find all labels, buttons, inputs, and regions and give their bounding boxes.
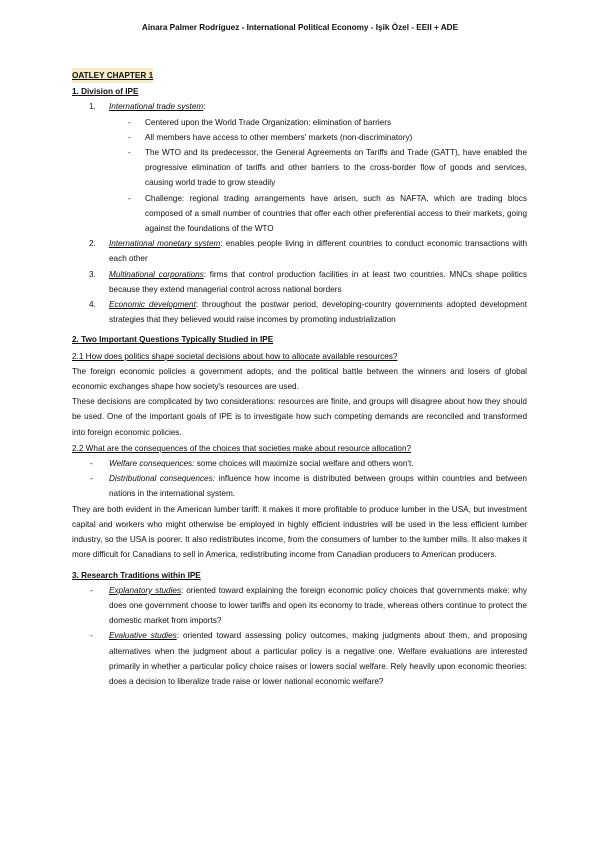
question-2-1: 2.1 How does politics shape societal decisions about how to allocate available resources? xyxy=(72,351,398,361)
list-item xyxy=(72,267,527,297)
division-list xyxy=(72,99,527,327)
item-text: : throughout the postwar period, developing-country governments adopted development strategies that they believed would raise incomes by promoting industrialization xyxy=(109,300,527,325)
section-heading-3: 3. Research Traditions within IPE xyxy=(72,570,201,580)
bullet-item xyxy=(109,191,527,237)
item-number: 3. xyxy=(89,269,96,279)
consequences-list xyxy=(72,456,527,502)
paragraph: The foreign economic policies a government adopts, and the political battle between the winners and losers of global economic exchanges shape how society's resources are used. xyxy=(72,366,527,392)
bullet-item xyxy=(72,456,527,471)
term-multinational-corporations: Multinational corporations xyxy=(109,269,204,279)
section-heading-1: 1. Division of IPE xyxy=(72,87,139,97)
dash-marker: - xyxy=(90,631,93,641)
term-international-trade-system: International trade system xyxy=(109,102,204,112)
dash-marker: - xyxy=(128,193,131,203)
section-heading-2: 2. Two Important Questions Typically Studied in IPE xyxy=(72,335,274,345)
trade-system-bullets xyxy=(109,115,527,237)
bullet-item xyxy=(109,115,527,130)
list-item xyxy=(72,99,527,236)
term-explanatory-studies: Explanatory studies xyxy=(109,585,182,595)
term-evaluative-studies: Evaluative studies xyxy=(109,631,177,641)
item-number: 2. xyxy=(89,239,96,249)
term-distributional-consequences: Distributional consequences: xyxy=(109,474,215,484)
term-economic-development: Economic development xyxy=(109,300,196,310)
dash-marker: - xyxy=(128,148,131,158)
document-body xyxy=(72,68,527,689)
bullet-text: All members have access to other members' markets (non-discriminatory) xyxy=(145,132,413,142)
bullet-item xyxy=(109,130,527,145)
question-2-2: 2.2 What are the consequences of the choices that societies make about resource allocation? xyxy=(72,443,412,453)
page-header: Ainara Palmer Rodríguez - International Political Economy - Işik Özel - EEII + ADE xyxy=(141,23,459,32)
term-welfare-consequences: Welfare consequences: xyxy=(109,459,195,469)
list-item xyxy=(72,297,527,327)
bullet-item xyxy=(109,145,527,191)
dash-marker: - xyxy=(128,117,131,127)
chapter-title: OATLEY CHAPTER 1 xyxy=(72,68,153,83)
bullet-text: influence how income is distributed between groups within countries and between nations in the international system. xyxy=(109,474,527,499)
item-number: 1. xyxy=(89,102,96,112)
bullet-text: : oriented toward assessing policy outcomes, making judgments about them, and proposing alternatives when the judgment about a particular policy is a negative one. Welfare evaluations are interested primarily in whether a particular policy choice raises or lowers social welfare. Rely heavily upon economic theories: does a decision to liberalize trade raise or lower national economic welfare? xyxy=(109,631,527,686)
bullet-text: : oriented toward explaining the foreign economic policy choices that governments make: why does one government choose to lower tariffs and open its economy to trade, whereas others continue to protect the domestic market from imports? xyxy=(109,585,528,626)
item-text: : xyxy=(203,102,206,112)
research-traditions-list xyxy=(72,583,527,689)
dash-marker: - xyxy=(90,474,93,484)
item-text: : enables people living in different countries to conduct economic transactions with each other xyxy=(109,239,527,264)
dash-marker: - xyxy=(128,132,131,142)
paragraph: They are both evident in the American lumber tariff: it makes it more profitable to produce lumber in the USA, but investment capital and workers who might otherwise be employed in highly efficient industries will be used in the less efficient lumber industry, so the USA is poorer. It also redistributes income, from the consumers of lumber to the lumber mills. It also makes it more difficult for Canadians to sell in America, redistributing income from Canadian producers to American producers. xyxy=(72,504,527,560)
term-international-monetary-system: International monetary system xyxy=(109,239,221,249)
bullet-item xyxy=(72,471,527,501)
dash-marker: - xyxy=(90,585,93,595)
bullet-text: Centered upon the World Trade Organization: elimination of barriers xyxy=(145,117,392,127)
bullet-text: The WTO and its predecessor, the General Agreements on Tariffs and Trade (GATT), have enabled the progressive elimination of tariffs and other barriers to the cross-border flow of goods and services, causing world trade to grow steadily xyxy=(145,148,527,188)
item-number: 4. xyxy=(89,300,96,310)
dash-marker: - xyxy=(90,459,93,469)
paragraph: These decisions are complicated by two considerations: resources are finite, and groups will disagree about how they should be used. One of the important goals of IPE is to investigate how such competing demands are reconciled and transformed into foreign economic policies. xyxy=(72,397,527,437)
bullet-item xyxy=(72,583,527,629)
bullet-item xyxy=(72,628,527,689)
item-text: : firms that control production facilities in at least two countries. MNCs shape politics because they extend managerial control across national borders xyxy=(109,269,527,294)
bullet-text: some choices will maximize social welfare and others won't. xyxy=(194,459,414,469)
bullet-text: Challenge: regional trading arrangements have arisen, such as NAFTA, which are trading blocs composed of a small number of countries that offer each other preferential access to their markets, going against the foundations of the WTO xyxy=(145,193,527,234)
list-item xyxy=(72,236,527,266)
